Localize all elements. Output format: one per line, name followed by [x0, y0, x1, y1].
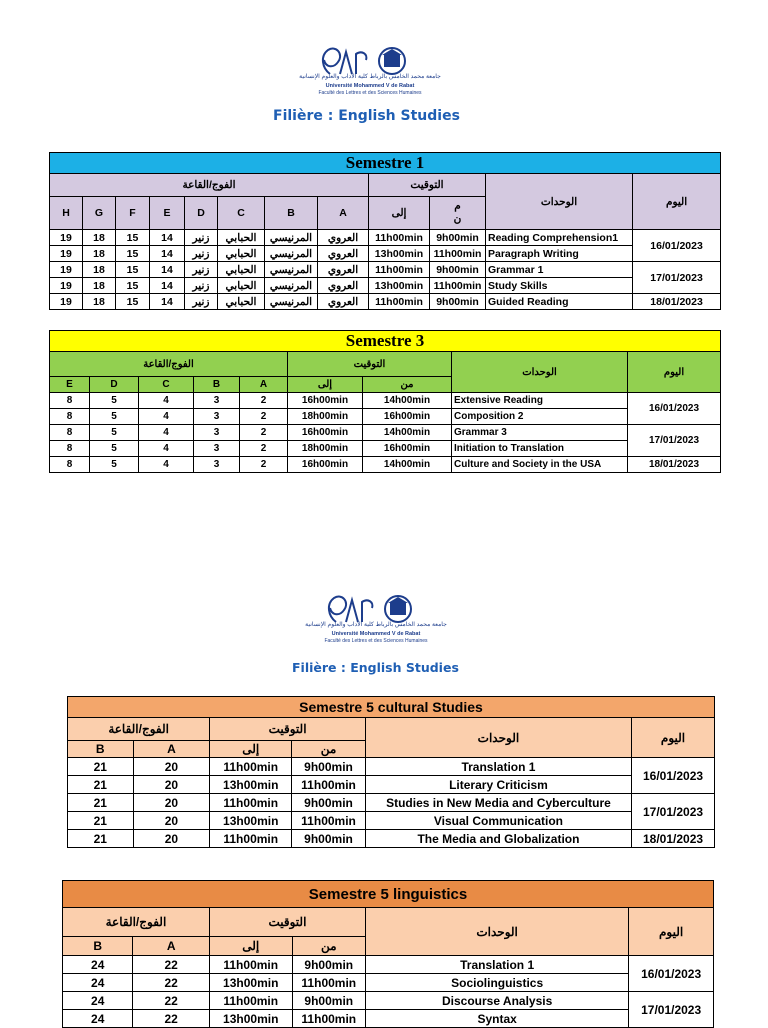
group-b: B [194, 377, 240, 393]
module-cell: The Media and Globalization [365, 830, 631, 848]
end-time-cell: 11h00min [210, 794, 292, 812]
room-cell: 4 [139, 441, 194, 457]
timing-header: التوقيت [369, 174, 486, 197]
date-cell: 16/01/2023 [632, 758, 715, 794]
room-cell: المرنيسي [265, 262, 318, 278]
room-cell: 2 [240, 393, 288, 409]
module-cell: Paragraph Writing [486, 246, 633, 262]
module-cell: Guided Reading [486, 294, 633, 310]
room-cell: 2 [240, 457, 288, 473]
faculty-name-french: Faculté des Lettres et des Sciences Humaines [318, 90, 422, 96]
room-cell: 15 [116, 278, 150, 294]
start-time-cell: 11h00min [292, 974, 365, 992]
module-cell: Translation 1 [366, 956, 629, 974]
start-time-cell: 14h00min [363, 457, 452, 473]
start-time-cell: 14h00min [363, 393, 452, 409]
group-h: H [50, 197, 83, 230]
room-cell: العروي [318, 230, 369, 246]
end-time-cell: 16h00min [288, 457, 363, 473]
module-cell: Sociolinguistics [366, 974, 629, 992]
from-header: م ن [430, 197, 486, 230]
start-time-cell: 11h00min [430, 246, 486, 262]
table-row [50, 425, 721, 441]
room-cell: 20 [133, 830, 210, 848]
semester5-linguistics-title: Semestre 5 linguistics [63, 881, 714, 908]
end-time-cell: 11h00min [369, 294, 430, 310]
room-cell: 14 [150, 294, 185, 310]
faculty-emblem-icon [306, 594, 446, 624]
room-cell: 19 [50, 294, 83, 310]
end-time-cell: 16h00min [288, 393, 363, 409]
group-c: C [218, 197, 265, 230]
module-cell: Translation 1 [365, 758, 631, 776]
to-header: إلى [288, 377, 363, 393]
room-cell: 4 [139, 393, 194, 409]
date-cell: 17/01/2023 [629, 992, 714, 1028]
university-logo [280, 46, 460, 106]
group-b: B [68, 741, 134, 758]
end-time-cell: 16h00min [288, 425, 363, 441]
room-cell: 21 [68, 830, 134, 848]
date-cell: 17/01/2023 [628, 425, 721, 457]
filiere-title-2: Filière : English Studies [292, 660, 459, 675]
room-cell: 22 [133, 956, 210, 974]
room-cell: 19 [50, 230, 83, 246]
room-cell: 18 [83, 294, 116, 310]
room-cell: 20 [133, 758, 210, 776]
table-row [50, 441, 721, 457]
end-time-cell: 13h00min [210, 776, 292, 794]
from-header: من [292, 741, 366, 758]
room-cell: العروي [318, 246, 369, 262]
modules-header: الوحدات [486, 174, 633, 230]
end-time-cell: 11h00min [209, 992, 292, 1010]
table-row [50, 262, 721, 278]
start-time-cell: 11h00min [292, 812, 366, 830]
faculty-emblem-icon [300, 46, 440, 76]
date-cell: 18/01/2023 [632, 830, 715, 848]
room-cell: الحبابي [218, 246, 265, 262]
room-cell: 4 [139, 409, 194, 425]
group-room-header: الفوج/القاعة [50, 174, 369, 197]
table-row [68, 812, 715, 830]
room-cell: الحبابي [218, 230, 265, 246]
room-cell: 22 [133, 974, 210, 992]
table-row [50, 294, 721, 310]
room-cell: 2 [240, 441, 288, 457]
group-c: C [139, 377, 194, 393]
group-a: A [133, 741, 210, 758]
end-time-cell: 11h00min [369, 262, 430, 278]
start-time-cell: 9h00min [292, 830, 366, 848]
table-row [63, 956, 714, 974]
room-cell: زنير [185, 294, 218, 310]
date-cell: 17/01/2023 [633, 262, 721, 294]
day-header: اليوم [632, 718, 715, 758]
room-cell: 14 [150, 262, 185, 278]
room-cell: 5 [90, 441, 139, 457]
start-time-cell: 11h00min [430, 278, 486, 294]
room-cell: العروي [318, 278, 369, 294]
room-cell: 3 [194, 393, 240, 409]
module-cell: Composition 2 [452, 409, 628, 425]
room-cell: 15 [116, 230, 150, 246]
group-a: A [133, 937, 210, 956]
room-cell: المرنيسي [265, 278, 318, 294]
from-header: من [363, 377, 452, 393]
room-cell: 4 [139, 457, 194, 473]
module-cell: Studies in New Media and Cyberculture [365, 794, 631, 812]
room-cell: 8 [50, 457, 90, 473]
modules-header: الوحدات [365, 718, 631, 758]
date-cell: 18/01/2023 [633, 294, 721, 310]
room-cell: الحبابي [218, 294, 265, 310]
room-cell: 3 [194, 409, 240, 425]
start-time-cell: 14h00min [363, 425, 452, 441]
semester1-body [50, 230, 721, 310]
modules-header: الوحدات [452, 352, 628, 393]
semester5-linguistics-table [62, 880, 714, 1028]
room-cell: 20 [133, 812, 210, 830]
room-cell: زنير [185, 230, 218, 246]
group-d: D [185, 197, 218, 230]
date-cell: 18/01/2023 [628, 457, 721, 473]
semester5-cultural-table [67, 696, 715, 848]
group-room-header: الفوج/القاعة [50, 352, 288, 377]
table-row [50, 278, 721, 294]
module-cell: Reading Comprehension1 [486, 230, 633, 246]
room-cell: 24 [63, 992, 133, 1010]
start-time-cell: 9h00min [430, 230, 486, 246]
room-cell: 8 [50, 393, 90, 409]
end-time-cell: 11h00min [210, 758, 292, 776]
group-g: G [83, 197, 116, 230]
room-cell: 2 [240, 409, 288, 425]
start-time-cell: 16h00min [363, 409, 452, 425]
group-room-header: الفوج/القاعة [68, 718, 210, 741]
room-cell: 24 [63, 1010, 133, 1028]
room-cell: زنير [185, 246, 218, 262]
timing-header: التوقيت [209, 908, 365, 937]
room-cell: 5 [90, 409, 139, 425]
room-cell: المرنيسي [265, 230, 318, 246]
room-cell: 22 [133, 992, 210, 1010]
table-row [68, 758, 715, 776]
room-cell: 5 [90, 393, 139, 409]
group-d: D [90, 377, 139, 393]
university-name-french: Université Mohammed V de Rabat [325, 83, 415, 89]
room-cell: 3 [194, 457, 240, 473]
room-cell: 18 [83, 230, 116, 246]
start-time-cell: 9h00min [292, 992, 365, 1010]
room-cell: 14 [150, 230, 185, 246]
to-header: إلى [210, 741, 292, 758]
end-time-cell: 11h00min [369, 230, 430, 246]
module-cell: Discourse Analysis [366, 992, 629, 1010]
room-cell: 24 [63, 956, 133, 974]
day-header: اليوم [628, 352, 721, 393]
start-time-cell: 9h00min [430, 294, 486, 310]
room-cell: 4 [139, 425, 194, 441]
university-logo-2 [286, 594, 466, 654]
module-cell: Grammar 1 [486, 262, 633, 278]
end-time-cell: 11h00min [209, 956, 292, 974]
room-cell: العروي [318, 294, 369, 310]
table-row [63, 992, 714, 1010]
semester5-linguistics-body [63, 956, 714, 1028]
semester1-table [49, 152, 721, 310]
semester5-cultural-body [68, 758, 715, 848]
timing-header: التوقيت [288, 352, 452, 377]
room-cell: 3 [194, 441, 240, 457]
end-time-cell: 13h00min [209, 1010, 292, 1028]
room-cell: 15 [116, 294, 150, 310]
university-name-arabic: جامعة محمد الخامس بالرباط كلية الآداب والعلوم الإنسانية [299, 74, 441, 80]
table-row [50, 230, 721, 246]
room-cell: 8 [50, 409, 90, 425]
room-cell: المرنيسي [265, 294, 318, 310]
end-time-cell: 13h00min [209, 974, 292, 992]
room-cell: 3 [194, 425, 240, 441]
module-cell: Literary Criticism [365, 776, 631, 794]
semester5-cultural-title: Semestre 5 cultural Studies [68, 697, 715, 718]
filiere-title: Filière : English Studies [273, 108, 460, 124]
room-cell: 21 [68, 794, 134, 812]
room-cell: 21 [68, 758, 134, 776]
room-cell: 18 [83, 246, 116, 262]
university-name-arabic: جامعة محمد الخامس بالرباط كلية الآداب والعلوم الإنسانية [305, 622, 447, 628]
module-cell: Syntax [366, 1010, 629, 1028]
room-cell: 22 [133, 1010, 210, 1028]
from-header: من [292, 937, 365, 956]
to-header: إلى [369, 197, 430, 230]
module-cell: Initiation to Translation [452, 441, 628, 457]
table-row [63, 1010, 714, 1028]
room-cell: 18 [83, 262, 116, 278]
group-e: E [50, 377, 90, 393]
module-cell: Visual Communication [365, 812, 631, 830]
timing-header: التوقيت [210, 718, 366, 741]
group-a: A [240, 377, 288, 393]
room-cell: 20 [133, 776, 210, 794]
end-time-cell: 13h00min [210, 812, 292, 830]
module-cell: Extensive Reading [452, 393, 628, 409]
group-f: F [116, 197, 150, 230]
end-time-cell: 13h00min [369, 246, 430, 262]
module-cell: Grammar 3 [452, 425, 628, 441]
room-cell: 18 [83, 278, 116, 294]
start-time-cell: 11h00min [292, 776, 366, 794]
group-b: B [265, 197, 318, 230]
faculty-name-french: Faculté des Lettres et des Sciences Humaines [324, 638, 428, 644]
room-cell: 15 [116, 262, 150, 278]
room-cell: 19 [50, 246, 83, 262]
table-row [50, 409, 721, 425]
start-time-cell: 9h00min [430, 262, 486, 278]
group-room-header: الفوج/القاعة [63, 908, 210, 937]
semester3-title: Semestre 3 [50, 331, 721, 352]
modules-header: الوحدات [366, 908, 629, 956]
table-row [63, 974, 714, 992]
room-cell: 14 [150, 246, 185, 262]
date-cell: 16/01/2023 [633, 230, 721, 262]
room-cell: 5 [90, 457, 139, 473]
room-cell: 19 [50, 262, 83, 278]
end-time-cell: 13h00min [369, 278, 430, 294]
table-row [68, 830, 715, 848]
table-row [50, 393, 721, 409]
group-b: B [63, 937, 133, 956]
room-cell: 19 [50, 278, 83, 294]
room-cell: المرنيسي [265, 246, 318, 262]
to-header: إلى [209, 937, 292, 956]
start-time-cell: 9h00min [292, 794, 366, 812]
day-header: اليوم [629, 908, 714, 956]
end-time-cell: 18h00min [288, 441, 363, 457]
table-row [68, 776, 715, 794]
semester1-title: Semestre 1 [50, 153, 721, 174]
date-cell: 16/01/2023 [628, 393, 721, 425]
table-row [50, 457, 721, 473]
room-cell: 21 [68, 812, 134, 830]
date-cell: 17/01/2023 [632, 794, 715, 830]
semester3-body [50, 393, 721, 473]
room-cell: الحبابي [218, 262, 265, 278]
semester3-table [49, 330, 721, 473]
room-cell: الحبابي [218, 278, 265, 294]
module-cell: Culture and Society in the USA [452, 457, 628, 473]
table-row [68, 794, 715, 812]
room-cell: 2 [240, 425, 288, 441]
end-time-cell: 18h00min [288, 409, 363, 425]
room-cell: 8 [50, 425, 90, 441]
room-cell: العروي [318, 262, 369, 278]
start-time-cell: 9h00min [292, 956, 365, 974]
start-time-cell: 11h00min [292, 1010, 365, 1028]
room-cell: 8 [50, 441, 90, 457]
university-name-french: Université Mohammed V de Rabat [331, 631, 421, 637]
room-cell: 5 [90, 425, 139, 441]
group-a: A [318, 197, 369, 230]
room-cell: 14 [150, 278, 185, 294]
date-cell: 16/01/2023 [629, 956, 714, 992]
module-cell: Study Skills [486, 278, 633, 294]
room-cell: 15 [116, 246, 150, 262]
room-cell: زنير [185, 278, 218, 294]
room-cell: 20 [133, 794, 210, 812]
end-time-cell: 11h00min [210, 830, 292, 848]
room-cell: 21 [68, 776, 134, 794]
group-e: E [150, 197, 185, 230]
start-time-cell: 16h00min [363, 441, 452, 457]
room-cell: 24 [63, 974, 133, 992]
day-header: اليوم [633, 174, 721, 230]
room-cell: زنير [185, 262, 218, 278]
start-time-cell: 9h00min [292, 758, 366, 776]
table-row [50, 246, 721, 262]
